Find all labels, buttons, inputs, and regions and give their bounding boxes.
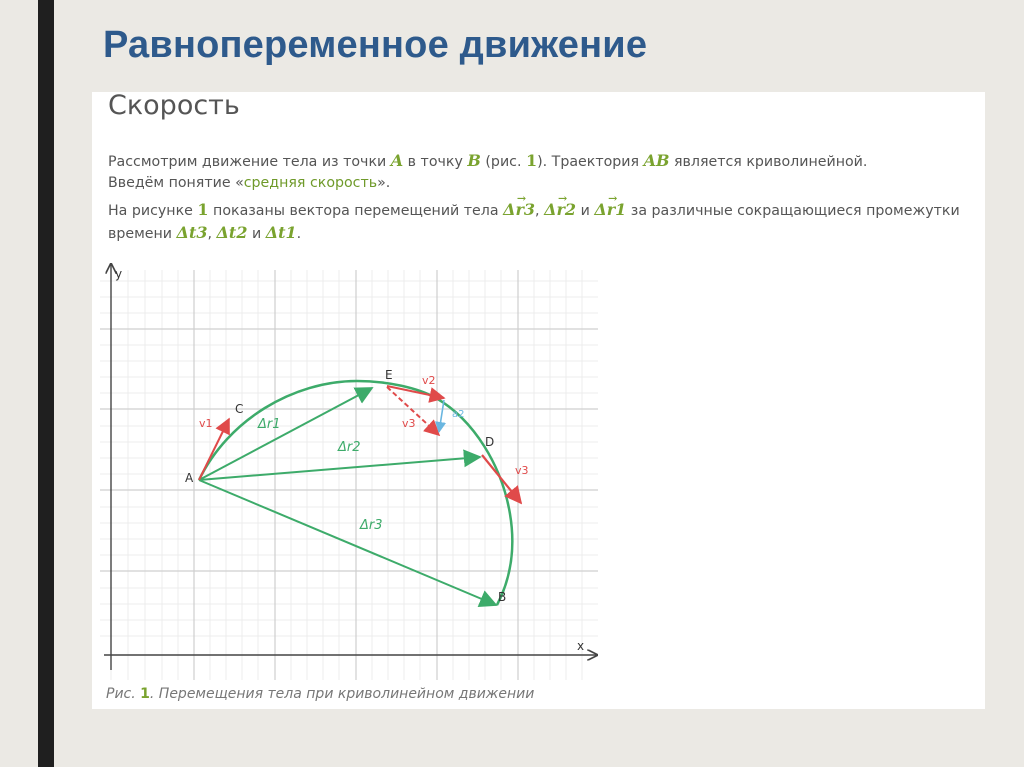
math-vector-dr2: → Δr2 xyxy=(544,200,576,220)
y-axis-label: y xyxy=(115,267,123,281)
point-e-label: E xyxy=(385,368,393,382)
text-fragment: (рис. xyxy=(480,154,526,170)
math-trajectory-ab: AB xyxy=(643,151,670,170)
label-v1: v1 xyxy=(199,417,213,430)
text-fragment: ». xyxy=(377,175,391,191)
text-fragment: , xyxy=(535,203,545,219)
label-v3-at-d: v3 xyxy=(515,464,529,477)
text-fragment: Введём понятие « xyxy=(108,175,244,191)
text-fragment: . xyxy=(296,226,302,242)
text-fragment: ). Траектория xyxy=(537,154,644,170)
math-point-a: A xyxy=(390,151,404,170)
point-a-label: A xyxy=(185,471,194,485)
caption-prefix: Рис. xyxy=(106,686,141,702)
slide-title: Равнопеременное движение xyxy=(103,24,648,66)
label-dr2: Δr2 xyxy=(338,440,361,455)
math-vector-dr3: → Δr3 xyxy=(503,200,535,220)
text-fragment: является криволинейной. xyxy=(669,154,868,170)
text-fragment: и xyxy=(247,226,266,242)
text-fragment: Рассмотрим движение тела из точки xyxy=(108,154,391,170)
label-a2: a2 xyxy=(452,409,465,420)
figure-caption xyxy=(106,686,534,702)
text-fragment: показаны вектора перемещений тела xyxy=(208,203,504,219)
text-fragment: времени xyxy=(108,226,177,242)
math-dt2: Δt2 xyxy=(216,223,248,242)
text-fragment: , xyxy=(207,226,217,242)
text-fragment: На рисунке xyxy=(108,203,198,219)
figure-ref[interactable]: 1 xyxy=(197,200,209,219)
figure-ref[interactable]: 1 xyxy=(525,151,538,170)
label-v2: v2 xyxy=(422,374,436,387)
math-dt3: Δt3 xyxy=(176,223,208,242)
text-fragment: в точку xyxy=(403,154,468,170)
label-v3-at-e: v3 xyxy=(402,417,416,430)
label-dr3: Δr3 xyxy=(360,518,383,533)
text-fragment: и xyxy=(576,203,595,219)
text-fragment: за различные сокращающиеся промежутки xyxy=(626,203,960,219)
caption-number: 1 xyxy=(140,686,150,702)
vector-dr3 xyxy=(199,480,496,605)
x-axis-label: x xyxy=(577,639,585,653)
section-heading: Скорость xyxy=(108,90,240,121)
point-d-label: D xyxy=(485,435,495,449)
math-vector-dr1: → Δr1 xyxy=(594,200,626,220)
label-dr1: Δr1 xyxy=(258,417,281,432)
point-b-label: B xyxy=(498,590,507,604)
vector-dr1 xyxy=(199,388,372,480)
vector-a2 xyxy=(439,400,444,432)
math-dt1: Δt1 xyxy=(265,223,297,242)
average-speed-link[interactable]: средняя скорость xyxy=(243,175,378,191)
math-point-b: B xyxy=(467,151,481,170)
caption-text: . Перемещения тела при криволинейном движении xyxy=(149,686,535,702)
point-c-label: C xyxy=(235,402,244,416)
